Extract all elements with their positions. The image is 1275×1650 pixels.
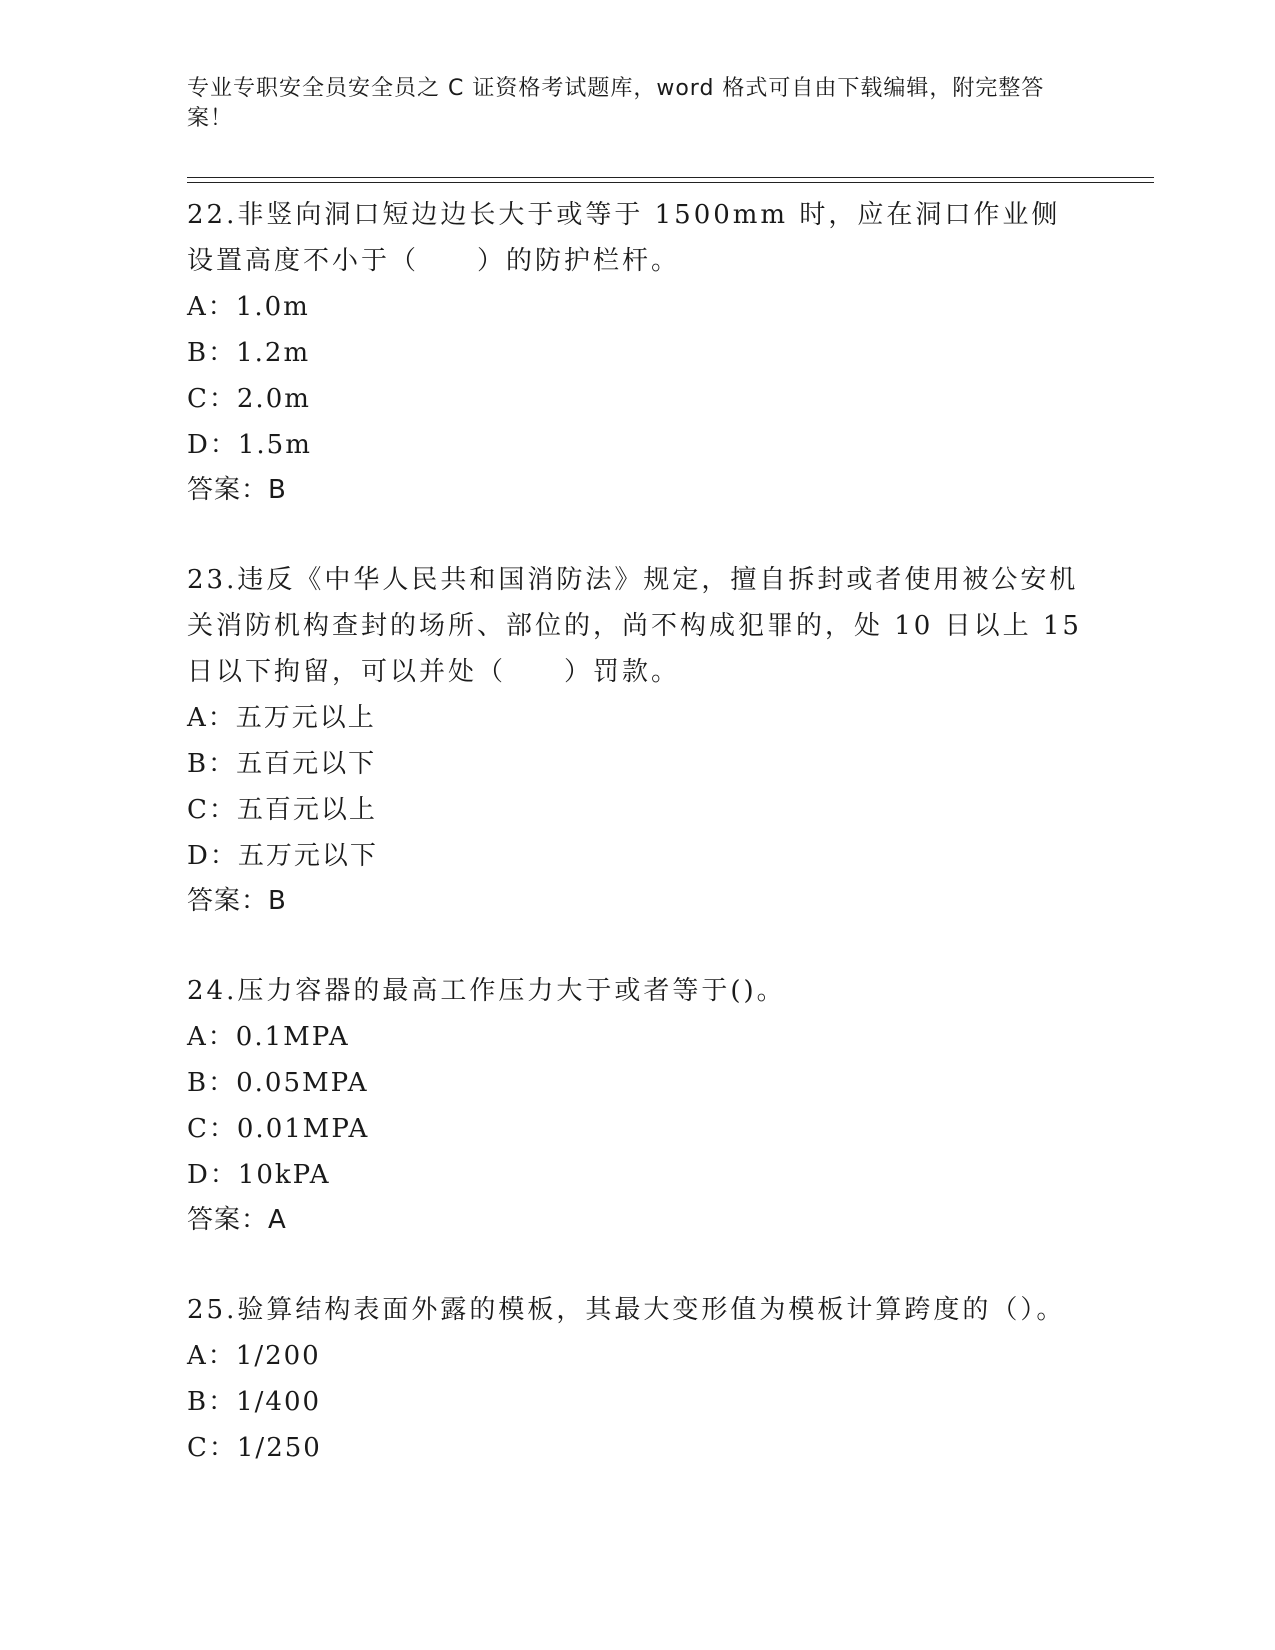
question-23	[187, 557, 1087, 923]
header-divider-top	[187, 177, 1154, 178]
question-stem: 25.验算结构表面外露的模板，其最大变形值为模板计算跨度的（）。	[187, 1295, 1066, 1325]
header-divider-bottom	[187, 182, 1154, 183]
option-a: A：0.1MPA	[187, 1022, 350, 1052]
question-24	[187, 968, 1087, 1242]
option-c: C：0.01MPA	[187, 1114, 370, 1144]
option-b: B：五百元以下	[187, 749, 377, 779]
question-22	[187, 192, 1087, 512]
option-b: B：1/400	[187, 1387, 322, 1417]
question-stem: 22.非竖向洞口短边边长大于或等于 1500mm 时，应在洞口作业侧设置高度不小于（ ）的防护栏杆。	[187, 200, 1061, 276]
question-stem: 24.压力容器的最高工作压力大于或者等于()。	[187, 976, 786, 1006]
question-list	[187, 192, 1087, 1516]
question-stem: 23.违反《中华人民共和国消防法》规定，擅自拆封或者使用被公安机关消防机构查封的场所、部位的，尚不构成犯罪的，处 10 日以上 15 日以下拘留，可以并处（ ）罚款。	[187, 565, 1082, 687]
option-c: C：五百元以上	[187, 795, 377, 825]
option-c: C：2.0m	[187, 384, 311, 414]
option-d: D：10kPA	[187, 1160, 331, 1190]
answer-line: 答案：B	[187, 886, 287, 916]
answer-line: 答案：A	[187, 1205, 287, 1235]
answer-line: 答案：B	[187, 475, 287, 505]
document-header: 专业专职安全员安全员之 C 证资格考试题库，word 格式可自由下载编辑，附完整答案！	[187, 76, 1045, 131]
option-b: B：0.05MPA	[187, 1068, 369, 1098]
option-b: B：1.2m	[187, 338, 311, 368]
question-25	[187, 1287, 1087, 1471]
option-d: D：1.5m	[187, 430, 312, 460]
option-d: D：五万元以下	[187, 841, 378, 871]
option-c: C：1/250	[187, 1433, 322, 1463]
option-a: A：1/200	[187, 1341, 321, 1371]
option-a: A：1.0m	[187, 292, 310, 322]
option-a: A：五万元以上	[187, 703, 376, 733]
